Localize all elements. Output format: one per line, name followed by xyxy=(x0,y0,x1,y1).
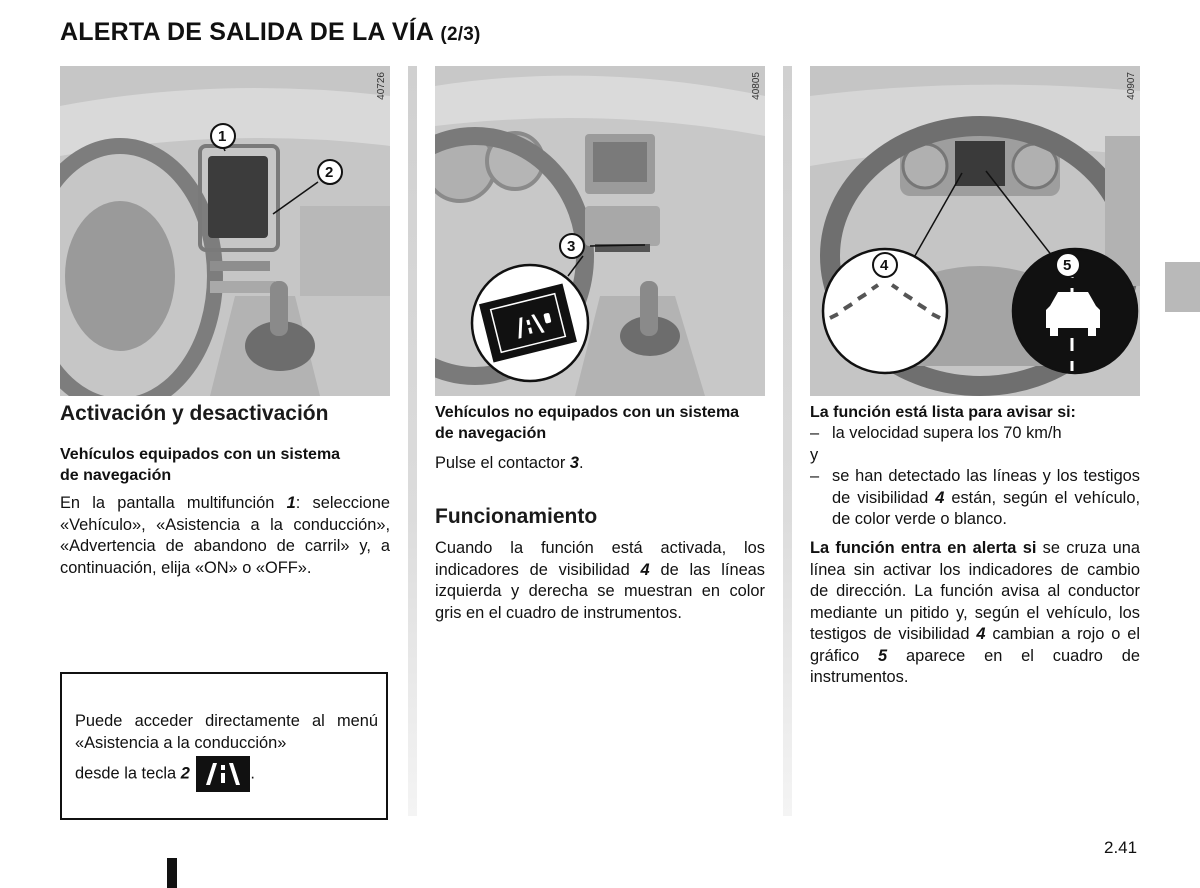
alert-text-a: se cruza una línea sin activar los indicadores de cambio de dirección. La función avisa al conductor mediante un pitido y, según el vehículo, los testigos de visibilidad xyxy=(810,539,1140,643)
note-key-prefix: desde la tecla xyxy=(75,764,181,783)
alert-description xyxy=(810,538,1140,689)
figure-1-illustration xyxy=(60,66,390,396)
column-divider xyxy=(408,66,417,816)
list-item xyxy=(810,466,1140,531)
figure-code: 40907 xyxy=(1126,72,1137,100)
figure-code: 40726 xyxy=(376,72,387,100)
figure-2-illustration xyxy=(435,66,765,396)
column-divider xyxy=(783,66,792,816)
activation-text-a: En la pantalla multifunción xyxy=(60,494,287,512)
note-key-line xyxy=(75,756,378,792)
press-text-a: Pulse el contactor xyxy=(435,454,570,472)
heading-operation: Funcionamiento xyxy=(435,505,598,528)
callout-1-label: 1 xyxy=(218,128,227,145)
note-line: Puede acceder directamente al menú «Asistencia a la conducción» xyxy=(75,712,378,752)
subheading-with-navigation: Vehículos equipados con un sistema de navegación xyxy=(60,446,341,484)
ref-1: 1 xyxy=(286,494,296,512)
figure-instrument-cluster xyxy=(810,66,1140,396)
operation-text xyxy=(435,538,765,624)
ready-conditions-lead: La función está lista para avisar si: xyxy=(810,404,1076,421)
ref-4: 4 xyxy=(935,488,945,507)
figure-dashboard-switch xyxy=(435,66,765,396)
title-part: (2/3) xyxy=(440,24,481,45)
bottom-mark xyxy=(167,858,177,888)
condition-lines xyxy=(832,466,1140,531)
list-dash: – xyxy=(810,424,820,442)
heading-activation: Activación y desactivación xyxy=(60,402,329,425)
condition-speed: la velocidad supera los 70 km/h xyxy=(832,424,1062,442)
callout-4-label: 4 xyxy=(880,257,889,274)
figure-code: 40805 xyxy=(751,72,762,100)
figure-dashboard-multifunction-screen xyxy=(60,66,390,396)
activation-text-b: : seleccione «Vehículo», «Asistencia a la conducción», «Advertencia de abandono de carril» y, a continuación, elija «ON» o «OFF». xyxy=(60,494,390,577)
ready-conditions-list xyxy=(810,423,1140,531)
condition-lines-b: están, según el vehículo, de color verde o blanco. xyxy=(832,488,1140,528)
ref-4: 4 xyxy=(976,625,986,643)
activation-instructions xyxy=(60,493,390,579)
note-text xyxy=(75,711,378,792)
note-key-suffix: . xyxy=(250,764,255,783)
callout-5-label: 5 xyxy=(1063,257,1072,274)
callout-3-label: 3 xyxy=(567,238,576,255)
figure-3-illustration xyxy=(810,66,1140,396)
alert-text-b: cambian a rojo o el gráfico xyxy=(810,625,1140,665)
lane-assist-key-icon xyxy=(196,756,250,792)
ref-3: 3 xyxy=(569,454,579,472)
subheading-without-navigation: Vehículos no equipados con un sistema de navegación xyxy=(435,404,740,442)
ref-2: 2 xyxy=(180,764,190,783)
ref-5: 5 xyxy=(878,646,888,665)
operation-text-a: Cuando la función está activada, los indicadores de visibilidad xyxy=(435,539,765,579)
callout-2-label: 2 xyxy=(325,164,334,181)
section-tab xyxy=(1165,262,1200,312)
page-title xyxy=(60,18,481,47)
page-number: 2.41 xyxy=(1104,838,1138,857)
ref-4: 4 xyxy=(640,560,650,579)
operation-text-b: de las líneas izquierda y derecha se muestran en color gris en el cuadro de instrumentos. xyxy=(435,560,765,622)
alert-text-c: aparece en el cuadro de instrumentos. xyxy=(810,646,1140,686)
press-text-b: . xyxy=(578,454,584,472)
condition-lines-a: se han detectado las líneas y los testigos de visibilidad xyxy=(832,467,1140,507)
list-dash: – xyxy=(810,467,820,485)
list-conjunction: y xyxy=(810,445,819,464)
alert-lead: La función entra en alerta si xyxy=(810,539,1037,557)
note-box xyxy=(60,672,388,820)
title-main: ALERTA DE SALIDA DE LA VÍA xyxy=(60,18,434,46)
press-switch-text xyxy=(435,453,765,475)
list-item xyxy=(810,423,1140,445)
